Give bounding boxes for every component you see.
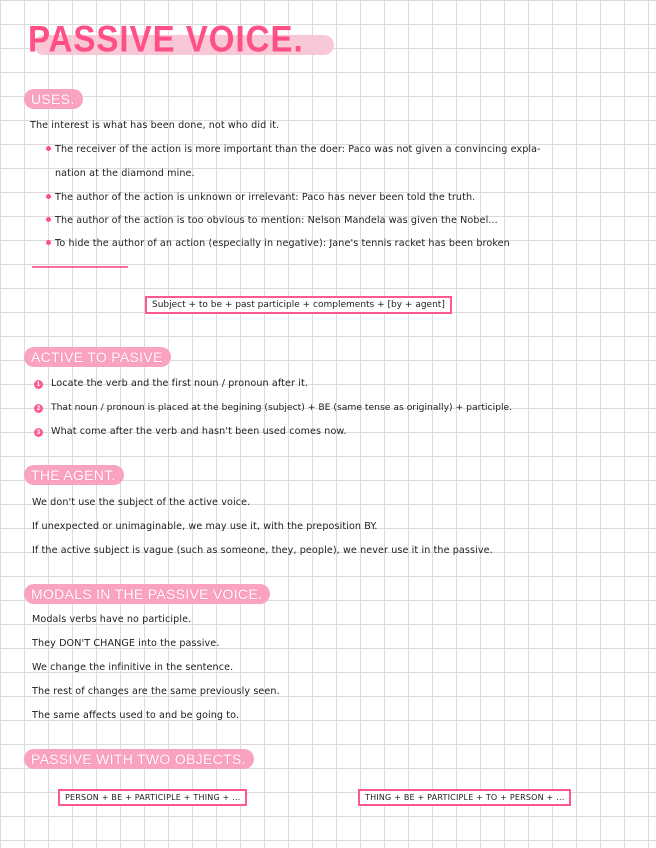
person-formula-box: PERSON + BE + PARTICIPLE + THING + ... bbox=[58, 789, 247, 806]
step-text: Locate the verb and the first noun / pronoun after it. bbox=[51, 378, 308, 389]
bullet-dot-icon bbox=[46, 217, 51, 222]
agent-line: If unexpected or unimaginable, we may use it, with the preposition BY. bbox=[32, 521, 378, 532]
agent-line: If the active subject is vague (such as someone, they, people), we never use it in the passive. bbox=[32, 545, 493, 556]
list-item bbox=[46, 238, 510, 249]
list-item-text: The author of the action is unknown or irrelevant: Paco has never been told the truth. bbox=[55, 192, 476, 203]
list-item bbox=[34, 402, 512, 413]
section-heading-active-to-passive: ACTIVE TO PASIVE bbox=[24, 347, 171, 367]
passive-formula-box: Subject + to be + past participle + complements + [by + agent] bbox=[145, 296, 452, 314]
step-number-badge: 1 bbox=[34, 380, 43, 389]
list-item-text: The author of the action is too obvious to mention: Nelson Mandela was given the Nobel... bbox=[55, 215, 498, 226]
section-heading-agent: THE AGENT. bbox=[24, 465, 124, 485]
modals-line: They DON'T CHANGE into the passive. bbox=[32, 638, 220, 649]
list-item bbox=[34, 378, 308, 389]
list-item-text: To hide the author of an action (especially in negative): Jane's tennis racket has been broken bbox=[55, 238, 510, 249]
list-item bbox=[46, 144, 541, 155]
step-number-badge: 3 bbox=[34, 428, 43, 437]
step-text: That noun / pronoun is placed at the begining (subject) + BE (same tense as originally) + participle. bbox=[51, 402, 513, 413]
list-item bbox=[46, 215, 498, 226]
bullet-dot-icon bbox=[46, 240, 51, 245]
underline-divider bbox=[32, 266, 128, 268]
list-item-text: The receiver of the action is more important than the doer: Paco was not given a convincing expla- bbox=[55, 144, 541, 155]
agent-line: We don't use the subject of the active voice. bbox=[32, 497, 251, 508]
list-item-continuation: nation at the diamond mine. bbox=[55, 168, 195, 179]
list-item bbox=[46, 192, 475, 203]
step-text: What come after the verb and hasn't been used comes now. bbox=[51, 426, 347, 437]
section-heading-uses: USES. bbox=[24, 89, 83, 109]
title-block bbox=[28, 18, 304, 62]
modals-line: The same affects used to and be going to. bbox=[32, 710, 240, 721]
thing-formula-box: THING + BE + PARTICIPLE + TO + PERSON + ... bbox=[358, 789, 571, 806]
section-heading-modals: MODALS IN THE PASSIVE VOICE. bbox=[24, 584, 270, 604]
uses-intro: The interest is what has been done, not who did it. bbox=[30, 120, 280, 131]
step-number-badge: 2 bbox=[34, 404, 43, 413]
modals-line: We change the infinitive in the sentence. bbox=[32, 662, 234, 673]
bullet-dot-icon bbox=[46, 146, 51, 151]
list-item bbox=[34, 426, 347, 437]
section-heading-two-objects: PASSIVE WITH TWO OBJECTS. bbox=[24, 749, 254, 769]
page-title: PASSIVE VOICE. bbox=[28, 18, 304, 60]
bullet-dot-icon bbox=[46, 194, 51, 199]
modals-line: Modals verbs have no participle. bbox=[32, 614, 192, 625]
modals-line: The rest of changes are the same previously seen. bbox=[32, 686, 280, 697]
